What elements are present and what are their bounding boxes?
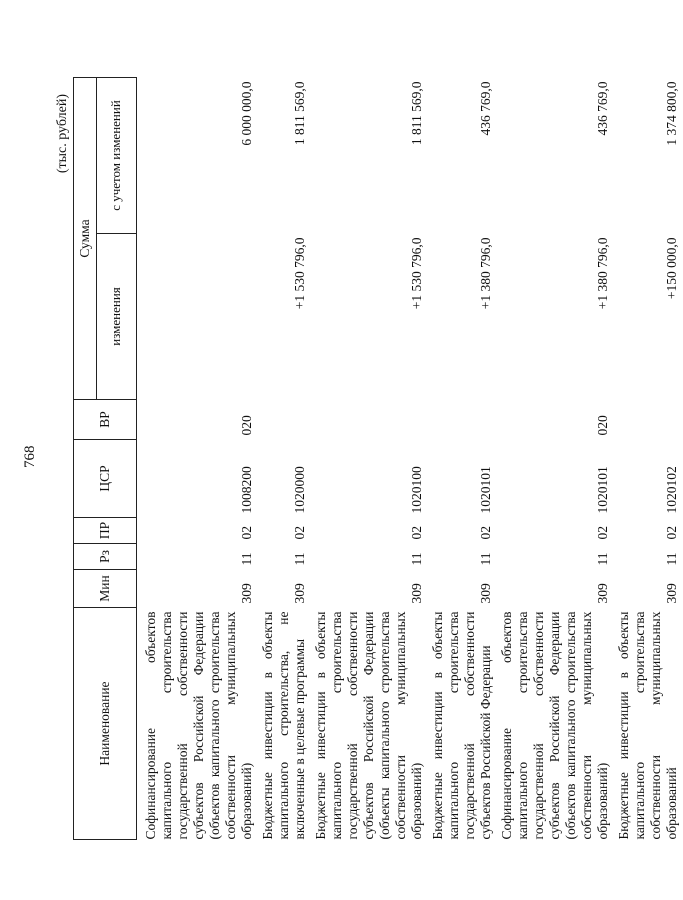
row-total: 436 769,0 — [595, 81, 610, 136]
row-min: 309 — [292, 583, 307, 604]
row-change: +1 530 796,0 — [292, 237, 307, 310]
row-pr: 02 — [595, 526, 610, 540]
row-change: +1 530 796,0 — [409, 237, 424, 310]
row-vr — [311, 400, 428, 440]
row-pr: 02 — [409, 526, 424, 540]
table-row — [137, 77, 259, 839]
row-csr: 1020000 — [292, 466, 307, 514]
row-vr: 020 — [239, 415, 254, 436]
row-name: Бюджетные инвестиции в объекты капитального строительства, не включенные в целевые программы — [260, 611, 307, 840]
row-change: +150 000,0 — [664, 237, 679, 300]
header-rz: Рз — [74, 544, 137, 570]
row-change: +1 380 796,0 — [478, 237, 493, 310]
row-csr: 1020101 — [595, 466, 610, 514]
row-min: 309 — [239, 583, 254, 604]
budget-table — [73, 77, 683, 840]
row-total: 6 000 000,0 — [239, 81, 254, 146]
row-vr: 020 — [595, 415, 610, 436]
row-csr: 1008200 — [239, 466, 254, 514]
table-row — [614, 77, 683, 839]
row-name: Софинансирование объектов капитального строительства государственной собственности субъектов Российской Федерации (объектов капитального строительства собственности муниципальных образований) — [143, 611, 254, 840]
row-rz: 11 — [239, 552, 254, 566]
row-rz: 11 — [409, 552, 424, 566]
row-total: 1 374 800,0 — [664, 81, 679, 146]
header-sum: Сумма — [74, 77, 97, 399]
table-row — [428, 77, 497, 839]
row-rz: 11 — [478, 552, 493, 566]
row-name: Бюджетные инвестиции в объекты капитального строительства собственности муниципальных образований — [616, 611, 679, 840]
row-rz: 11 — [664, 552, 679, 566]
row-pr: 02 — [478, 526, 493, 540]
header-min: Мин — [74, 570, 137, 608]
header-vr: ВР — [74, 400, 137, 440]
row-min: 309 — [478, 583, 493, 604]
page-number: 768 — [22, 445, 38, 468]
row-csr: 1020101 — [478, 466, 493, 514]
row-total: 436 769,0 — [478, 81, 493, 136]
row-name: Софинансирование объектов капитального строительства государственной собственности субъектов Российской Федерации (объектов капитального строительства собственности муниципальных образований) — [499, 611, 610, 840]
row-vr — [428, 400, 497, 440]
row-min: 309 — [664, 583, 679, 604]
row-min: 309 — [409, 583, 424, 604]
header-with-changes: с учетом изменений — [97, 77, 137, 233]
table-row — [311, 77, 428, 839]
row-vr — [614, 400, 683, 440]
header-name: Наименование — [74, 608, 137, 840]
row-name: Бюджетные инвестиции в объекты капитального строительства государственной собственности субъектов Российской Федерации (объекты капитального строительства собственности муниципальных образований) — [313, 611, 424, 840]
units-label: (тыс. рублей) — [55, 94, 70, 174]
table-row — [497, 77, 614, 839]
row-change: +1 380 796,0 — [595, 237, 610, 310]
table-row — [258, 77, 311, 839]
row-csr: 1020100 — [409, 466, 424, 514]
row-pr: 02 — [664, 526, 679, 540]
table-body — [137, 77, 683, 839]
row-vr — [258, 400, 311, 440]
row-csr: 1020102 — [664, 466, 679, 514]
row-name: Бюджетные инвестиции в объекты капитального строительства государственной собственности субъектов Российской Федерации — [430, 611, 493, 840]
header-pr: ПР — [74, 518, 137, 544]
row-min: 309 — [595, 583, 610, 604]
header-csr: ЦСР — [74, 440, 137, 518]
row-rz: 11 — [595, 552, 610, 566]
header-changes: изменения — [97, 234, 137, 400]
row-total: 1 811 569,0 — [292, 81, 307, 146]
row-pr: 02 — [292, 526, 307, 540]
row-rz: 11 — [292, 552, 307, 566]
row-change — [137, 234, 259, 400]
row-pr: 02 — [239, 526, 254, 540]
row-total: 1 811 569,0 — [409, 81, 424, 146]
table-header — [74, 77, 137, 839]
